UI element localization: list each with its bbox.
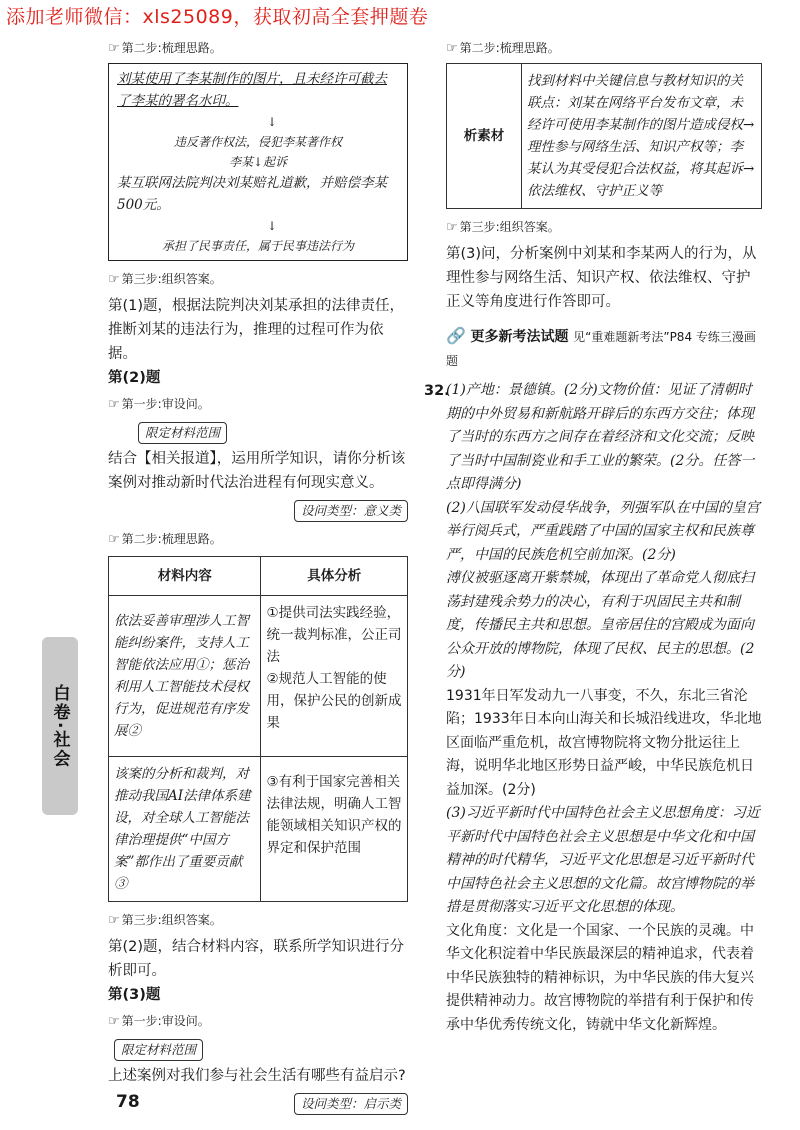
side-tab: 白卷·社会 xyxy=(42,637,78,815)
promo-banner: 添加老师微信：xls25089，获取初高全套押题卷 xyxy=(6,6,429,28)
table-row xyxy=(109,596,408,757)
table-row xyxy=(447,64,762,209)
question-number: 32. xyxy=(424,383,450,399)
analysis-label: 析素材 xyxy=(447,64,522,209)
pointing-hand-icon: ☞ xyxy=(446,220,458,235)
flow-arrow-2: ↓ xyxy=(267,219,278,233)
flow-line-3: 承担了民事责任，属于民事违法行为 xyxy=(161,239,354,253)
step-label: ☞ 第二步:梳理思路。 xyxy=(108,41,222,56)
q32-part4: 1931年日军发动九一八事变，不久，东北三省沦陷；1933年日本向山海关和长城沿线进攻，华北地区面临严重危机，故宫博物院将文物分批运往上海，说明华北地区形势日益严峻，中华民族危机日益加深。(2分) xyxy=(446,687,762,798)
step-label: ☞ 第三步:组织答案。 xyxy=(108,272,222,287)
more-ref: 见“重难题新考法”P84 专练三漫画题 xyxy=(446,330,756,368)
scope-tag: 限定材料范围 xyxy=(138,422,227,444)
q32-part2: (2)八国联军发动侵华战争，列强军队在中国的皇宫举行阅兵式，严重践踏了中国的国家主权和民族尊严，中国的民族危机空前加深。(2分) xyxy=(446,499,760,563)
flow-line-2: 某互联网法院判决刘某赔礼道歉，并赔偿李某500元。 xyxy=(117,175,387,213)
pointing-hand-icon: ☞ xyxy=(446,41,458,56)
analysis-text: 找到材料中关键信息与教材知识的关联点：刘某在网络平台发布文章，未经许可使用李某制作的图片造成侵权→理性参与网络生活、知识产权等；李某认为其受侵犯合法权益，将其起诉→依法维权、守护正义等 xyxy=(522,64,762,209)
flow-mid-1: 违反著作权法，侵犯李某著作权 xyxy=(173,135,342,149)
step-label: ☞ 第三步:组织答案。 xyxy=(108,913,222,928)
q2-title: 第(2)题 xyxy=(108,370,161,386)
table-cell: 依法妥善审理涉人工智能纠纷案件，支持人工智能依法应用①；惩治利用人工智能技术侵权行为，促进规范有序发展② xyxy=(109,596,261,757)
step-label: ☞ 第二步:梳理思路。 xyxy=(446,41,560,56)
q2-answer: 第(2)题，结合材料内容，联系所学知识进行分析即可。 xyxy=(108,939,405,979)
scope-tag: 限定材料范围 xyxy=(114,1039,203,1061)
q32-part1: (1)产地：景德镇。(2分)文物价值：见证了清朝时期的中外贸易和新航路开辟后的东西方交往；体现了当时的东西方之间存在着经济和文化交流；反映了当时中国制瓷业和手工业的繁荣。(2分。任答一点即得满分) xyxy=(446,382,755,492)
pointing-hand-icon: ☞ xyxy=(108,272,120,287)
step-label: ☞ 第一步:审设问。 xyxy=(108,397,210,412)
flow-arrow-1: ↓ xyxy=(267,115,278,129)
pointing-hand-icon: ☞ xyxy=(108,913,120,928)
question-type-tag: 设问类型：启示类 xyxy=(294,1093,408,1115)
answer-32 xyxy=(424,379,762,1037)
analysis-table xyxy=(108,556,408,902)
q3-answer: 第(3)问，分析案例中刘某和李某两人的行为，从理性参与网络生活、知识产权、依法维权、守护正义等角度进行作答即可。 xyxy=(446,246,757,310)
q3-question: 上述案例对我们参与社会生活有哪些有益启示? xyxy=(108,1068,406,1084)
q32-part3: 溥仪被驱逐离开紫禁城，体现出了革命党人彻底扫荡封建残余势力的决心，有利于巩固民主共和制度，传播民主共和思想。皇帝居住的宫殿成为面向公众开放的博物院，体现了民权、民主的思想。(2分) xyxy=(446,570,755,680)
left-column xyxy=(108,34,408,1120)
q32-part6: 文化角度：文化是一个国家、一个民族的灵魂。中华文化积淀着中华民族最深层的精神追求，代表着中华民族独特的精神标识，为中华民族的伟大复兴提供精神动力。故宫博物院的举措有利于保护和传承中华优秀传统文化，铸就中华文化新辉煌。 xyxy=(446,922,754,1033)
link-icon: 🔗 xyxy=(446,326,466,345)
q3-title: 第(3)题 xyxy=(108,987,161,1003)
right-column xyxy=(424,34,762,1037)
pointing-hand-icon: ☞ xyxy=(108,397,120,412)
q1-answer: 第(1)题，根据法院判决刘某承担的法律责任，推断刘某的违法行为，推理的过程可作为依据。 xyxy=(108,298,405,362)
more-questions xyxy=(446,324,762,373)
flow-mid-2: 李某↓起诉 xyxy=(228,155,288,169)
pointing-hand-icon: ☞ xyxy=(108,532,120,547)
material-analysis-table xyxy=(446,63,762,209)
q2-question: 结合【相关报道】，运用所学知识，请你分析该案例对推动新时代法治进程有何现实意义。 xyxy=(108,451,406,491)
more-title: 更多新考法试题 xyxy=(470,329,569,345)
table-cell: 该案的分析和裁判，对推动我国AI法律体系建设，对全球人工智能法律治理提供“中国方案”都作出了重要贡献③ xyxy=(109,757,261,902)
step-label: ☞ 第二步:梳理思路。 xyxy=(108,532,222,547)
table-header: 材料内容 xyxy=(109,557,261,596)
page-number: 78 xyxy=(116,1092,140,1112)
table-header: 具体分析 xyxy=(261,557,408,596)
table-cell: ①提供司法实践经验，统一裁判标准，公正司法 ②规范人工智能的使用，保护公民的创新成果 xyxy=(261,596,408,757)
pointing-hand-icon: ☞ xyxy=(108,41,120,56)
flow-line-1: 刘某使用了李某制作的图片，且未经许可截去了李某的署名水印。 xyxy=(117,71,387,109)
step-label: ☞ 第一步:审设问。 xyxy=(108,1014,210,1029)
table-cell: ③有利于国家完善相关法律法规，明确人工智能领域相关知识产权的界定和保护范围 xyxy=(261,757,408,902)
step-label: ☞ 第三步:组织答案。 xyxy=(446,220,560,235)
question-type-tag: 设问类型：意义类 xyxy=(294,500,408,522)
flow-box xyxy=(108,63,408,261)
pointing-hand-icon: ☞ xyxy=(108,1014,120,1029)
table-row xyxy=(109,757,408,902)
q32-part5: (3)习近平新时代中国特色社会主义思想角度：习近平新时代中国特色社会主义思想是中华文化和中国精神的时代精华，习近平文化思想是习近平新时代中国特色社会主义思想的文化篇。故宫博物院的举措是贯彻落实习近平文化思想的体现。 xyxy=(446,805,760,915)
